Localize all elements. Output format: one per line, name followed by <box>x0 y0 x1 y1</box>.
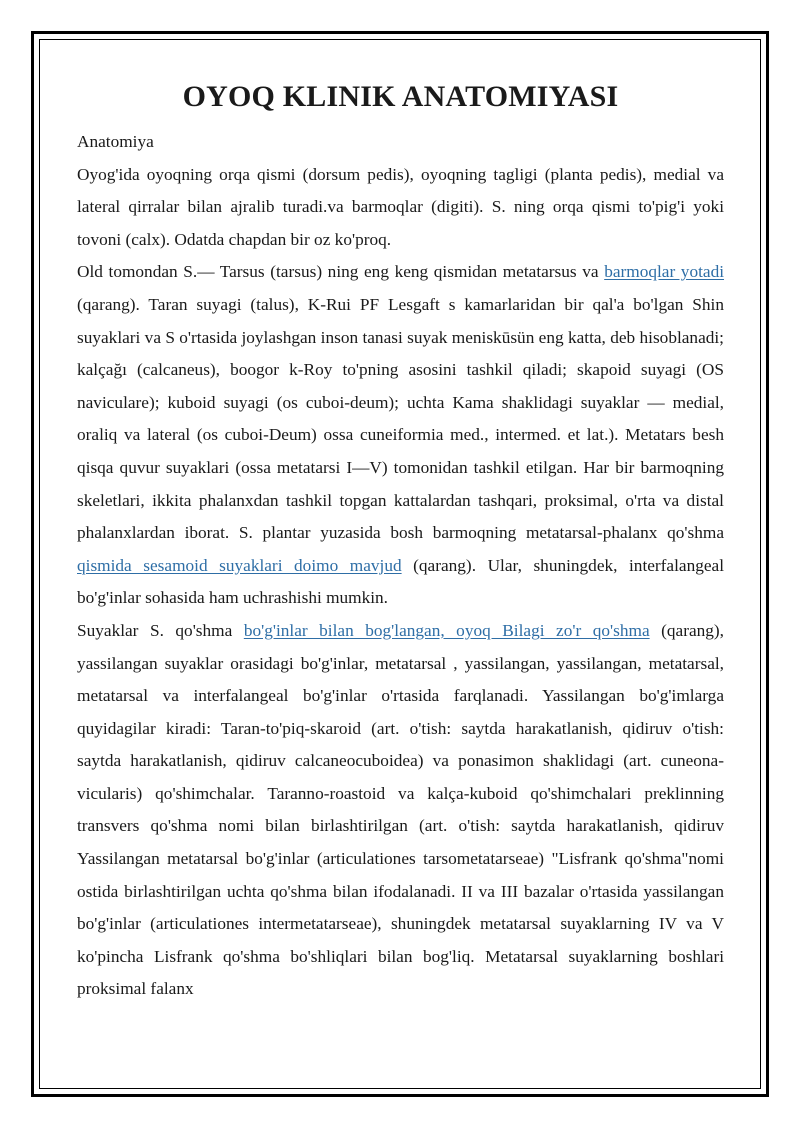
paragraph-3-text-a: Suyaklar S. qo'shma <box>77 620 244 640</box>
paragraph-2 <box>77 256 724 615</box>
link-boginlar-oyoq-bilagi[interactable]: bo'g'inlar bilan bog'langan, oyoq Bilagi zo'r qo'shma <box>243 620 650 640</box>
paragraph-3 <box>77 615 724 1006</box>
paragraph-2-text-b: (qarang). Taran suyagi (talus), K-Rui PF Lesgaft s kamarlaridan bir qal'a bo'lgan Shin suyaklari va S o'rtasida joylashgan inson tanasi suyak meniskūsün eng katta, deb hisoblanadi; kalçağı (calcaneus), boogor k-Roy to'pning asosini tashkil qiladi; skapoid suyagi (OS naviculare); kuboid suyagi (os cuboi-deum); uchta Kama shaklidagi suyaklar — medial, oraliq va lateral (os cuboi-Deum) ossa cuneiformia med., intermed. et lat.). Metatars besh qisqa quvur suyaklari (ossa metatarsi I—V) tomonidan tashkil etilgan. Har bir barmoqning skeletlari, ikkita phalanxdan tashkil topgan kattalardan tashqari, proksimal, o'rta va distal phalanxlardan iborat. S. plantar yuzasida bosh barmoqning metatarsal-phalanx qo'shma <box>77 294 724 543</box>
paragraph-1: Oyog'ida oyoqning orqa qismi (dorsum pedis), oyoqning tagligi (planta pedis), medial va lateral qirralar bilan ajralib turadi.va barmoqlar (digiti). S. ning orqa qismi to'pig'i yoki tovoni (calx). Odatda chapdan bir oz ko'proq. <box>77 164 724 249</box>
paragraph-2-text-a: Old tomondan S.— Tarsus (tarsus) ning eng keng qismidan metatarsus va <box>77 262 605 282</box>
document-title: OYOQ KLINIK ANATOMIYASI <box>182 80 619 113</box>
paragraph-3-text-b: (qarang), yassilangan suyaklar orasidagi bo'g'inlar, metatarsal , yassilangan, yassilangan, metatarsal, metatarsal va interfalangeal bo'g'inlar o'rtasida farqlanadi. Yassilangan bo'g'imlarga quyidagilar kiradi: Taran-to'piq-skaroid (art. o'tish: saytda harakatlanish, qidiruv o'tish: saytda harakatlanish, qidiruv calcaneocuboidea) va ponasimon shaklidagi (art. cuneona-vicularis) qo'shimchalar. Taranno-roastoid va kalça-kuboid qo'shimchalari preklinning transvers qo'shma nomi bilan birlashtirilgan (art. o'tish: saytda harakatlanish, qidiruv Yassilangan metatarsal bo'g'inlar (articulationes tarsometatarseae) "Lisfrank qo'shma"nomi ostida birlashtirilgan uchta qo'shma bilan ifodalanadi. II va III bazalar o'rtasida yassilangan bo'g'inlar (articulationes intermetatarseae), shuningdek metatarsal suyaklarning IV va V ko'pincha Lisfrank qo'shma bo'shliqlari bilan bog'liq. Metatarsal suyaklarning boshlari proksimal falanx <box>77 620 724 999</box>
section-label: Anatomiya <box>77 132 154 151</box>
paragraph-2-text-c: (qarang). Ular, shuningdek, interfalangeal bo'g'inlar sohasida ham uchrashishi mumkin. <box>77 555 724 608</box>
document-body <box>77 70 724 1006</box>
link-barmoqlar-yotadi[interactable]: barmoqlar yotadi <box>604 262 725 282</box>
link-sesamoid-suyaklari[interactable]: qismida sesamoid suyaklari doimo mavjud <box>77 555 402 575</box>
